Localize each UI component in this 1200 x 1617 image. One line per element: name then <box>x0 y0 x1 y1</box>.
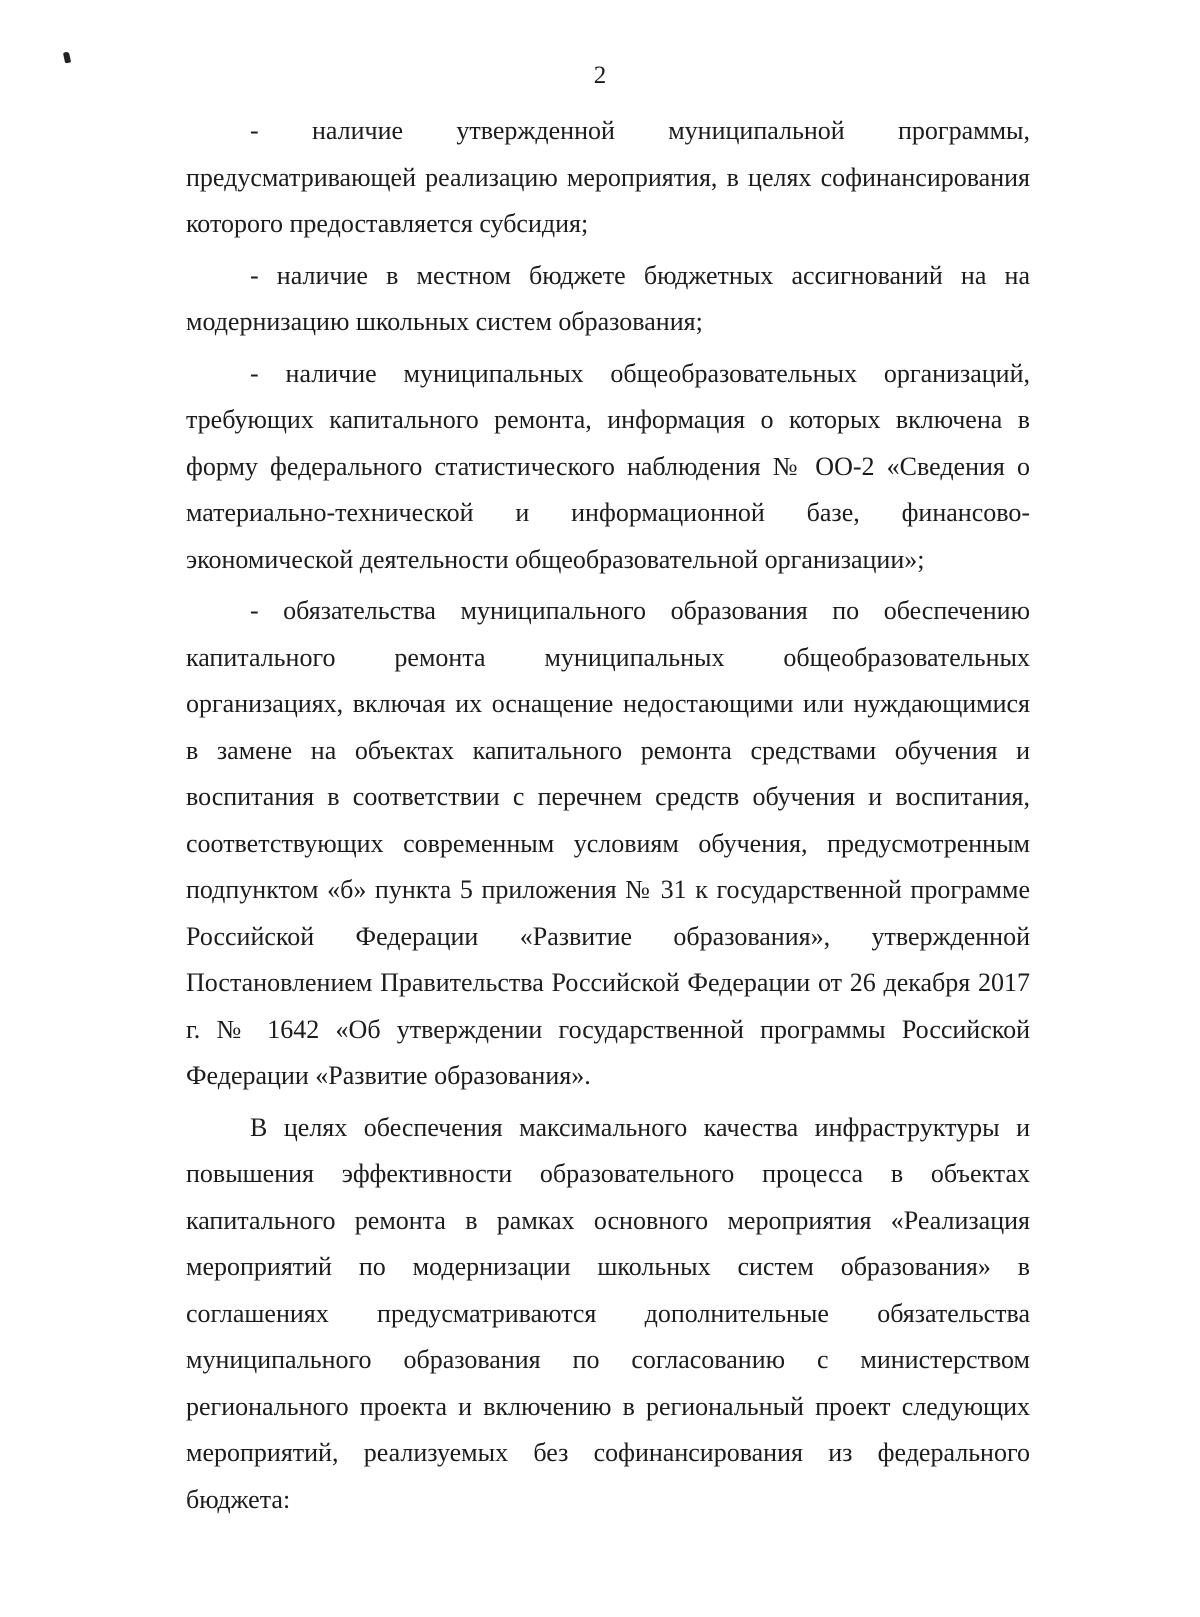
paragraph-organizations-requiring-repair: - наличие муниципальных общеобразовательных организаций, требующих капитального ремонта, информация о которых включена в форму федерального статистического наблюдения № ОО-2 «Сведения о материально-технической и информационной базе, финансово-экономической деятельности общеобразовательной организации»; <box>186 358 1030 574</box>
document-body <box>186 108 1030 1528</box>
paragraph-infrastructure-quality: В целях обеспечения максимального качества инфраструктуры и повышения эффективности образовательного процесса в объектах капитального ремонта в рамках основного мероприятия «Реализация мероприятий по модернизации школьных систем образования» в соглашениях предусматриваются дополнительные обязательства муниципального образования по согласованию с министерством регионального проекта и включению в региональный проект следующих мероприятий, реализуемых без софинансирования из федерального бюджета: <box>186 1112 1030 1514</box>
paragraph-municipal-obligations: - обязательства муниципального образования по обеспечению капитального ремонта муниципальных общеобразовательных организациях, включая их оснащение недостающими или нуждающимися в замене на объектах капитального ремонта средствами обучения и воспитания в соответствии с перечнем средств обучения и воспитания, соответствующих современным условиям обучения, предусмотренным подпунктом «б» пункта 5 приложения № 31 к государственной программе Российской Федерации «Развитие образования», утвержденной Постановлением Правительства Российской Федерации от 26 декабря 2017 г. № 1642 «Об утверждении государственной программы Российской Федерации «Развитие образования». <box>186 596 1030 1090</box>
paragraph-municipal-program: - наличие утвержденной муниципальной программы, предусматривающей реализацию мероприятия, в целях софинансирования которого предоставляется субсидия; <box>186 116 1030 238</box>
paragraph-budget-allocations: - наличие в местном бюджете бюджетных ассигнований на на модернизацию школьных систем образования; <box>186 260 1030 336</box>
page-number: 2 <box>593 62 607 89</box>
